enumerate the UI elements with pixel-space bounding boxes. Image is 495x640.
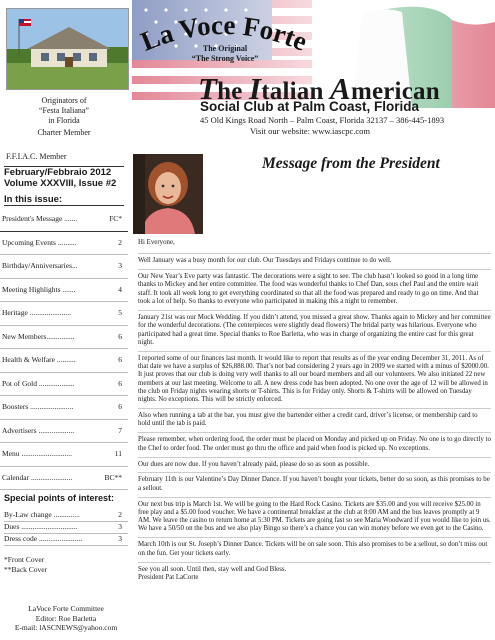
toc-item[interactable] — [0, 232, 128, 256]
toc-item[interactable] — [0, 467, 128, 491]
toc-separator — [0, 489, 128, 490]
back-cover-note: **Back Cover — [4, 565, 48, 574]
toc-item-label: Advertisers ................... — [2, 425, 75, 435]
toc-item[interactable] — [0, 396, 128, 420]
toc-item-page: BC** — [104, 472, 122, 482]
special-point-label: Dues .............................. — [4, 522, 78, 531]
special-point-page: 3 — [118, 522, 122, 531]
special-point-item — [4, 534, 128, 543]
special-point-item — [4, 510, 128, 519]
title-part-he: he — [217, 78, 249, 105]
club-subtitle: Social Club at Palm Coast, Florida — [200, 99, 420, 114]
masthead-subtitle-line-2: “The Strong Voice” — [191, 54, 259, 63]
masthead-subtitle — [150, 44, 300, 64]
toc-item-page: 6 — [118, 331, 122, 341]
toc-item[interactable] — [0, 326, 128, 350]
message-paragraph: Also when running a tab at the bar, you must give the bartender either a credit card, driver’s license, or membership card to hold until the tab is paid. — [138, 408, 491, 429]
charter-member: Charter Member — [37, 128, 91, 137]
toc-item[interactable] — [0, 349, 128, 373]
message-paragraph: Our next bus trip is March 1st. We will be going to the Hard Rock Casino. Tickets are $35.00 and you will receive $25.00 in free play and a $5.00 food voucher. We have a continental breakfast at the club at 8:00 AM and the bus leaves promptly at 9 AM. We leave the casino to return home at 5:30 PM. Tickets are going fast so see Maria Woodward if you would like to join us. We have a 50/50 on the bus and we also play Bingo so there’s a chance you can win money before we even get to the Casino. — [138, 497, 491, 534]
toc-item-page: 11 — [114, 449, 122, 458]
toc-item-label: Pot of Gold ................... — [2, 378, 75, 388]
toc-item-page: 5 — [118, 308, 122, 317]
toc-item-page: 3 — [118, 261, 122, 270]
message-title: Message from the President — [262, 155, 440, 172]
message-paragraph: I reported some of our finances last month. It would like to report that results as of the year ending December 31, 2011. As of that date we have a surplus of $26,888.00. That’s not bad considering 2 years ago in 2009 we started with a minus of $2000.00. It just proves that our club is doing very well thanks to all our board members and all our volunteers. We also initiated 22 new members at our last meeting. Welcome to all. A new dress code has been adopted. No one over the age of 12 will be allowed in the club on Friday nights wearing shorts or T-shirts. This is for Friday only. Shorts & T-shirts will be allowed on Tuesday nights. No exceptions. This will be strictly enforced. — [138, 351, 491, 405]
toc-item[interactable] — [0, 420, 128, 444]
toc-item[interactable] — [0, 208, 128, 232]
message-paragraph: See you all soon. Until then, stay well and God Bless. President Pat LaCorte — [138, 562, 491, 583]
title-part-talian: talian — [261, 78, 331, 105]
title-initial-t: T — [198, 71, 218, 106]
toc-item-label: Calendar ...................... — [2, 472, 73, 482]
message-paragraph: Hi Everyone, — [138, 239, 175, 246]
message-paragraph: March 10th is our St. Joseph’s Dinner Dance. Tickets will be on sale soon. This also promises to be a sellout, so don’t miss out on the fun. Get your tickets early. — [138, 537, 491, 558]
affiliation-note: F.F.I.A.C. Member — [6, 152, 67, 161]
club-website[interactable]: Visit our website: www.iascpc.com — [250, 126, 371, 136]
toc-item[interactable] — [0, 279, 128, 303]
toc-item-page: 6 — [118, 402, 122, 411]
message-paragraph: Please remember, when ordering food, the order must be placed on Monday and picked up on Friday. No one is to go directly to the Chef to order food. The order must go thru the office and paid when food is picked up. No exceptions. — [138, 432, 491, 453]
special-points-heading: Special points of interest: — [4, 493, 115, 503]
committee-footer — [4, 604, 128, 633]
toc-item-label: New Members............... — [2, 331, 75, 341]
masthead-text: La Voce Forte — [136, 9, 312, 57]
toc-item[interactable] — [0, 373, 128, 397]
toc-item-page: 4 — [118, 284, 122, 294]
originators-line-1: Originators of — [41, 96, 87, 105]
originators-note — [14, 96, 114, 126]
toc-item-label: Meeting Highlights ....... — [2, 284, 76, 294]
issue-date: February/Febbraio 2012 — [4, 167, 112, 178]
message-paragraph: January 21st was our Mock Wedding. If you didn’t attend, you missed a great show. Thanks again to Mickey and her committee for the wonderful decorations. (The centerpieces were slightly dead flowers) The bridal party was hilarious. Everyone who participated had a great time. Special thanks to Roe Barletta, who was in charge of organizing the entire cast for this great night. — [138, 310, 491, 347]
toc-item-label: Health & Welfare .......... — [2, 355, 76, 364]
originators-line-2: “Festa Italiana” — [39, 106, 89, 115]
president-message-body — [138, 239, 491, 586]
special-point-label: By-Law change .............. — [4, 510, 80, 519]
message-paragraph: Our New Year’s Eve party was fantastic. The decorations were a sight to see. The club hasn’t looked so good in a long time thanks to Mickey and her entire committee. The food was wonderful thanks to Chef Dan, sous chef Paul and the entire wait staff. It took all week long to get everything coordinated so that all the food was prepared and ready to go on time. And that took a lot of help. So thanks to everyone who participated in making this a night to remember. — [138, 269, 491, 306]
toc-item-label: Birthday/Anniversaries... — [2, 261, 78, 270]
front-cover-note: *Front Cover — [4, 555, 45, 564]
issue-info — [4, 167, 129, 189]
committee-name: LaVoce Forte Committee — [28, 604, 104, 613]
editor-email[interactable]: E-mail: lASCNEWS@yahoo.com — [14, 623, 118, 632]
message-paragraph: Our dues are now due. If you haven’t already paid, please do so as soon as possible. — [138, 457, 491, 469]
toc-item-page: 7 — [118, 425, 122, 435]
masthead-subtitle-line-1: The Original — [202, 44, 248, 53]
title-initial-a: A — [330, 71, 351, 106]
toc-item-label: Heritage ...................... — [2, 308, 71, 317]
club-address: 45 Old Kings Road North – Palm Coast, Florida 32137 – 386-445-1893 — [200, 115, 445, 125]
originators-line-3: in Florida — [48, 116, 80, 125]
toc-item-label: Upcoming Events .......... — [2, 237, 77, 247]
message-paragraph: Well January was a busy month for our club. Our Tuesdays and Fridays continue to do well. — [138, 253, 491, 265]
in-this-issue-heading: In this issue: — [4, 194, 63, 205]
special-point-page: 2 — [118, 510, 122, 519]
title-initial-i: I — [249, 71, 262, 106]
editor-name: Editor: Roe Barletta — [35, 613, 97, 623]
toc-item-label: Boosters ....................... — [2, 402, 74, 411]
president-portrait — [133, 154, 203, 234]
special-point-item — [4, 522, 128, 531]
toc-item[interactable] — [0, 302, 128, 326]
divider — [4, 205, 124, 206]
special-point-label: Dress code ....................... — [4, 534, 83, 543]
toc-item-page: 6 — [118, 378, 122, 388]
toc-item-page: 6 — [118, 355, 122, 364]
toc-item-page: 2 — [118, 237, 122, 247]
title-part-merican: merican — [350, 78, 440, 105]
toc-item-label: President's Message ....... — [2, 214, 78, 223]
special-point-separator — [4, 545, 128, 546]
issue-volume: Volume XXXVIII, Issue #2 — [4, 178, 117, 189]
table-of-contents — [0, 208, 128, 490]
toc-item[interactable] — [0, 443, 128, 467]
special-point-page: 3 — [118, 534, 122, 543]
toc-item-label: Menu ........................... — [2, 449, 72, 458]
toc-item[interactable] — [0, 255, 128, 279]
toc-item-page: FC* — [109, 214, 122, 223]
message-paragraph: February 11th is our Valentine’s Day Dinner Dance. If you haven’t bought your tickets, better do so soon, as this promises to be a sellout. — [138, 472, 491, 493]
